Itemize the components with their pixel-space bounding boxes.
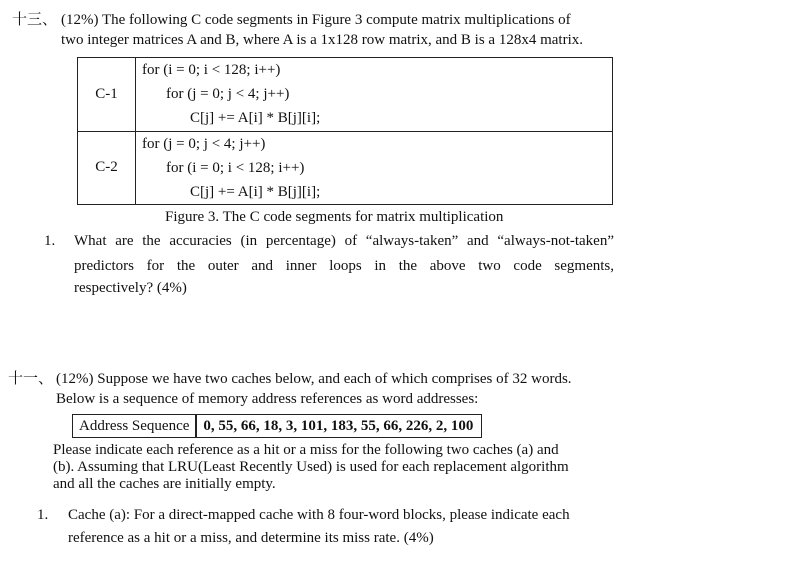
figure-caption: Figure 3. The C code segments for matrix multiplication	[165, 209, 504, 225]
section2-para-line3: and all the caches are initially empty.	[53, 476, 276, 492]
section2-intro-line2: Below is a sequence of memory address references as word addresses:	[56, 391, 479, 407]
section2-question-line1: Cache (a): For a direct-mapped cache with 8 four-word blocks, please indicate each	[68, 507, 570, 523]
code-segment-label: C-1	[78, 58, 136, 132]
address-sequence-values: 0, 55, 66, 18, 3, 101, 183, 55, 66, 226, 2, 100	[203, 418, 474, 434]
section2-para-line1: Please indicate each reference as a hit or a miss for the following two caches (a) and	[53, 442, 559, 458]
section2-para-line2: (b). Assuming that LRU(Least Recently Used) is used for each replacement algorithm	[53, 459, 569, 475]
code-segment-row	[78, 58, 613, 132]
address-sequence-label: Address Sequence	[73, 415, 197, 437]
code-line: for (i = 0; i < 128; i++)	[166, 159, 305, 176]
section2-question-line2: reference as a hit or a miss, and determine its miss rate. (4%)	[68, 530, 434, 546]
section2-question-number: 1.	[37, 507, 49, 523]
code-segment-row	[78, 131, 613, 205]
code-line: for (j = 0; j < 4; j++)	[142, 135, 266, 152]
address-sequence-box	[72, 414, 482, 438]
code-segment-body	[136, 58, 613, 132]
section1-intro-line2: two integer matrices A and B, where A is a 1x128 row matrix, and B is a 128x4 matrix.	[61, 32, 583, 48]
code-line: C[j] += A[i] * B[j][i];	[190, 183, 321, 200]
code-line: for (j = 0; j < 4; j++)	[166, 86, 290, 102]
section1-marker: 十三、	[12, 12, 58, 28]
section1-question-line1: What are the accuracies (in percentage) of “always-taken” and “always-not-taken”	[74, 233, 614, 249]
section2-marker: 十一、	[8, 371, 54, 387]
code-segment-body	[136, 131, 613, 205]
section1-question-line3: respectively? (4%)	[74, 280, 187, 296]
section1-question-line2: predictors for the outer and inner loops in the above two code segments,	[74, 258, 614, 274]
section1-question-number: 1.	[44, 233, 56, 249]
code-segment-label: C-2	[78, 131, 136, 205]
code-line: C[j] += A[i] * B[j][i];	[190, 110, 321, 126]
code-line: for (i = 0; i < 128; i++)	[142, 62, 281, 78]
section2-intro-line1: (12%) Suppose we have two caches below, and each of which comprises of 32 words.	[56, 371, 572, 387]
section1-intro-line1: (12%) The following C code segments in Figure 3 compute matrix multiplications of	[61, 12, 571, 28]
code-segments-table	[77, 57, 613, 205]
